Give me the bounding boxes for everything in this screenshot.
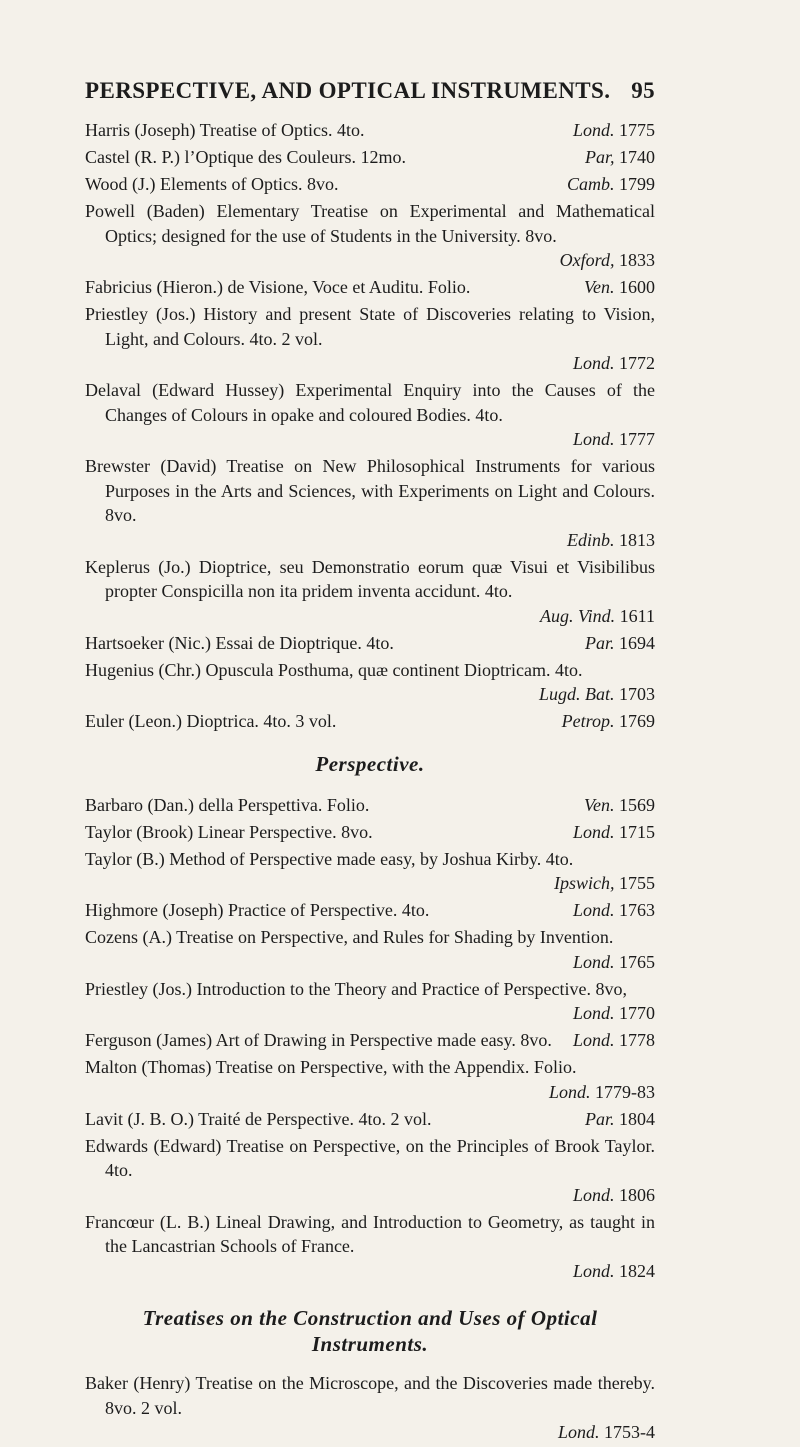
entry-year: 1777 [619, 429, 655, 449]
entry-text: Barbaro (Dan.) della Perspettiva. Folio. [85, 794, 370, 815]
entry-place: Par, [584, 147, 615, 167]
entry-text: Powell (Baden) Elementary Treatise on Experimental and Mathematical Optics; designed for the use of Students in the University. 8vo. [85, 201, 655, 246]
entry-imprint [85, 351, 655, 376]
entry-year: 1806 [619, 1184, 655, 1205]
entry-year: 1833 [619, 250, 655, 270]
entry-place: Ven. [584, 794, 615, 815]
entry-place: Lond. [572, 1003, 615, 1023]
entry-place: Par. [584, 1108, 615, 1129]
entry-imprint [573, 1028, 655, 1053]
running-title: PERSPECTIVE, AND OPTICAL INSTRUMENTS. [85, 78, 611, 103]
entry-place: Camb. [566, 174, 615, 194]
entry-year: 1824 [619, 1260, 655, 1281]
bibliography-entry [85, 378, 655, 452]
entry-imprint [573, 820, 655, 845]
entry-imprint [85, 1001, 655, 1026]
entry-year: 1772 [619, 353, 655, 373]
entry-imprint [585, 631, 655, 656]
bibliography-entry [85, 172, 655, 197]
entry-place: Lond. [572, 1260, 615, 1281]
entry-text: Taylor (Brook) Linear Perspective. 8vo. [85, 821, 373, 842]
entry-imprint [85, 604, 655, 629]
entry-year: 1769 [619, 711, 655, 731]
entry-year: 1600 [619, 277, 655, 297]
entry-text: Taylor (B.) Method of Perspective made easy, by Joshua Kirby. 4to. [85, 848, 574, 869]
entry-place: Lond. [572, 951, 615, 972]
entry-text: Harris (Joseph) Treatise of Optics. 4to. [85, 120, 365, 140]
entry-place: Petrop. [561, 711, 615, 731]
entry-year: 1753-4 [604, 1422, 655, 1442]
bibliography-entry [85, 631, 655, 656]
entry-year: 1799 [619, 174, 655, 194]
bibliography-entry [85, 820, 655, 845]
bibliography-entry [85, 847, 655, 896]
entry-year: 1694 [619, 632, 655, 653]
bibliography-entry [85, 793, 655, 818]
bibliography-entry [85, 1371, 655, 1445]
entry-place: Lond. [557, 1422, 600, 1442]
entry-text: Brewster (David) Treatise on New Philosophical Instruments for various Purposes in the Arts and Sciences, with Experiments on Light and Colours. 8vo. [85, 456, 655, 525]
entry-imprint [573, 898, 655, 923]
bibliography-entry [85, 1210, 655, 1284]
entry-place: Lond. [572, 353, 615, 373]
entry-place: Ipswich, [554, 873, 615, 893]
entry-text: Baker (Henry) Treatise on the Microscope, and the Discoveries made thereby. 8vo. 2 vol. [85, 1373, 655, 1418]
entry-text: Ferguson (James) Art of Drawing in Perspective made easy. 8vo. [85, 1030, 552, 1050]
section-title-instruments [85, 1305, 655, 1357]
entry-year: 1703 [619, 684, 655, 704]
running-head [85, 78, 655, 104]
entry-text: Euler (Leon.) Dioptrica. 4to. 3 vol. [85, 711, 337, 731]
entry-year: 1778 [619, 1030, 655, 1050]
bibliography-entry [85, 658, 655, 707]
entry-year: 1779-83 [595, 1081, 655, 1102]
bibliography-entry [85, 454, 655, 552]
entry-text: Highmore (Joseph) Practice of Perspective. 4to. [85, 900, 430, 920]
entry-place: Lond. [548, 1081, 591, 1102]
bibliography-entry [85, 275, 655, 300]
entry-imprint [85, 950, 655, 975]
entry-text: Francœur (L. B.) Lineal Drawing, and Introduction to Geometry, as taught in the Lancastrian Schools of France. [85, 1211, 655, 1256]
entry-text: Hartsoeker (Nic.) Essai de Dioptrique. 4to. [85, 632, 394, 653]
entry-imprint [85, 1259, 655, 1284]
section-title-line: Treatises on the Construction and Uses of Optical [142, 1306, 598, 1330]
bibliography-entry [85, 1134, 655, 1208]
entry-place: Lond. [572, 821, 615, 842]
entry-year: 1775 [619, 120, 655, 140]
instruments-list [85, 1371, 655, 1445]
bibliography-entry [85, 302, 655, 376]
entry-place: Lond. [572, 1184, 615, 1205]
entry-year: 1755 [619, 873, 655, 893]
entry-imprint [562, 709, 655, 734]
entry-place: Aug. Vind. [540, 605, 616, 626]
entry-year: 1763 [619, 900, 655, 920]
entry-year: 1715 [619, 821, 655, 842]
entry-imprint [584, 793, 655, 818]
entry-imprint [585, 145, 655, 170]
entry-year: 1765 [619, 951, 655, 972]
entry-text: Malton (Thomas) Treatise on Perspective, with the Appendix. Folio. [85, 1057, 577, 1077]
entry-text: Priestley (Jos.) History and present State of Discoveries relating to Vision, Light, and Colours. 4to. 2 vol. [85, 304, 655, 349]
bibliography-entry [85, 977, 655, 1026]
entry-imprint [85, 427, 655, 452]
entry-imprint [567, 172, 655, 197]
entry-imprint [85, 1080, 655, 1105]
entry-place: Par. [584, 632, 615, 653]
entry-imprint [573, 118, 655, 143]
entry-place: Lond. [572, 120, 615, 140]
entry-year: 1813 [619, 529, 655, 550]
entry-place: Lond. [572, 429, 615, 449]
bibliography-entry [85, 199, 655, 273]
entry-place: Oxford, [559, 250, 615, 270]
entry-year: 1569 [619, 794, 655, 815]
entry-text: Hugenius (Chr.) Opuscula Posthuma, quæ continent Dioptricam. 4to. [85, 659, 583, 680]
bibliography-entry [85, 898, 655, 923]
entry-text: Cozens (A.) Treatise on Perspective, and Rules for Shading by Invention. [85, 927, 614, 947]
entry-year: 1740 [619, 147, 655, 167]
entry-imprint [85, 1183, 655, 1208]
bibliography-entry [85, 1107, 655, 1132]
bibliography-entry [85, 118, 655, 143]
bibliography-entry [85, 145, 655, 170]
entry-text: Keplerus (Jo.) Dioptrice, seu Demonstratio eorum quæ Visui et Visibilibus propter Conspicilla non ita pridem inventa accidunt. 4to. [85, 556, 655, 601]
bibliography-entry [85, 555, 655, 629]
bibliography-entry [85, 1055, 655, 1104]
entry-place: Ven. [584, 277, 615, 297]
entry-imprint [85, 1420, 655, 1445]
entry-imprint [85, 682, 655, 707]
entry-place: Lugd. Bat. [538, 684, 615, 704]
perspective-list [85, 793, 655, 1284]
entry-place: Lond. [572, 900, 615, 920]
entry-text: Edwards (Edward) Treatise on Perspective, on the Principles of Brook Taylor. 4to. [85, 1135, 655, 1180]
entry-text: Lavit (J. B. O.) Traité de Perspective. 4to. 2 vol. [85, 1108, 432, 1129]
entry-place: Lond. [572, 1030, 615, 1050]
optics-list [85, 118, 655, 734]
entry-text: Delaval (Edward Hussey) Experimental Enquiry into the Causes of the Changes of Colours in opake and coloured Bodies. 4to. [85, 380, 655, 425]
section-title-line: Instruments. [311, 1332, 429, 1356]
entry-text: Castel (R. P.) l’Optique des Couleurs. 12mo. [85, 147, 406, 167]
entry-imprint [584, 275, 655, 300]
entry-year: 1611 [619, 605, 655, 626]
section-title-perspective: Perspective. [315, 751, 425, 776]
bibliography-entry [85, 1028, 655, 1053]
entry-imprint [85, 871, 655, 896]
entry-imprint [85, 528, 655, 553]
entry-text: Wood (J.) Elements of Optics. 8vo. [85, 174, 339, 194]
bibliography-entry [85, 925, 655, 974]
bibliography-entry [85, 709, 655, 734]
entry-imprint [85, 248, 655, 273]
entry-place: Edinb. [567, 529, 615, 550]
entry-text: Fabricius (Hieron.) de Visione, Voce et Auditu. Folio. [85, 277, 471, 297]
entry-text: Priestley (Jos.) Introduction to the Theory and Practice of Perspective. 8vo, [85, 978, 628, 999]
entry-imprint [585, 1107, 655, 1132]
page [85, 78, 655, 1447]
entry-year: 1770 [619, 1003, 655, 1023]
entry-year: 1804 [619, 1108, 655, 1129]
page-number: 95 [631, 78, 655, 103]
